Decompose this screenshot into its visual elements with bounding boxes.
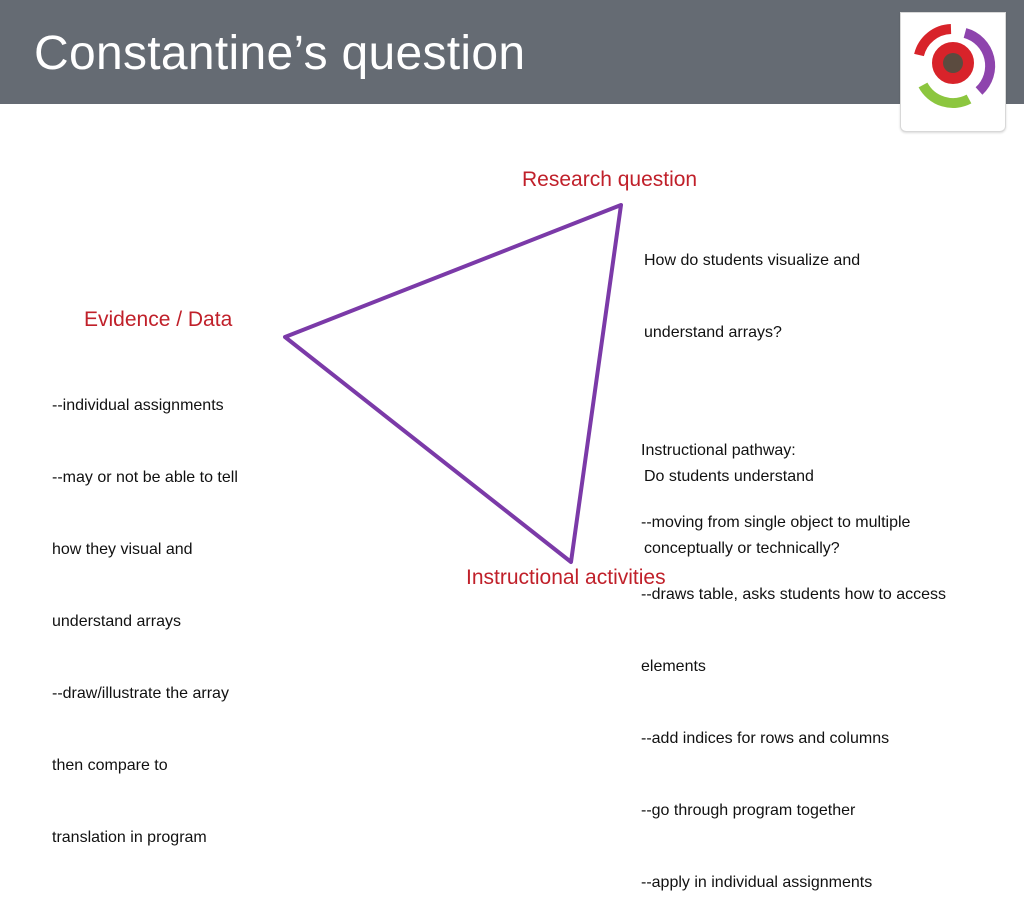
text-line: conceptually or technically? xyxy=(644,540,840,557)
text-line: --individual assignments xyxy=(52,397,224,414)
text-line: understand arrays xyxy=(52,613,181,630)
text-line: --draw/illustrate the array xyxy=(52,685,229,702)
text-line: --moving from single object to multiple xyxy=(641,514,911,531)
text-line: understand arrays? xyxy=(644,324,782,341)
activities-text xyxy=(641,391,946,919)
slide-title: Constantine’s question xyxy=(34,27,526,80)
text-line: --add indices for rows and columns xyxy=(641,730,890,747)
text-line: --apply in individual assignments xyxy=(641,874,873,891)
triangle-shape xyxy=(285,205,621,562)
text-line: --draws table, asks students how to access xyxy=(641,586,947,603)
text-line: Do students understand xyxy=(644,468,814,485)
text-line: how they visual and xyxy=(52,541,193,558)
research-question-label: Research question xyxy=(522,168,698,191)
text-line: Instructional pathway: xyxy=(641,442,796,459)
text-line: How do students visualize and xyxy=(644,252,861,269)
text-line: elements xyxy=(641,658,706,675)
evidence-text xyxy=(52,346,238,874)
evidence-label: Evidence / Data xyxy=(84,308,233,331)
text-line: --may or not be able to tell xyxy=(52,469,238,486)
text-line: --go through program together xyxy=(641,802,856,819)
text-line: translation in program xyxy=(52,829,207,846)
activities-label: Instructional activities xyxy=(466,566,666,589)
text-line: then compare to xyxy=(52,757,168,774)
